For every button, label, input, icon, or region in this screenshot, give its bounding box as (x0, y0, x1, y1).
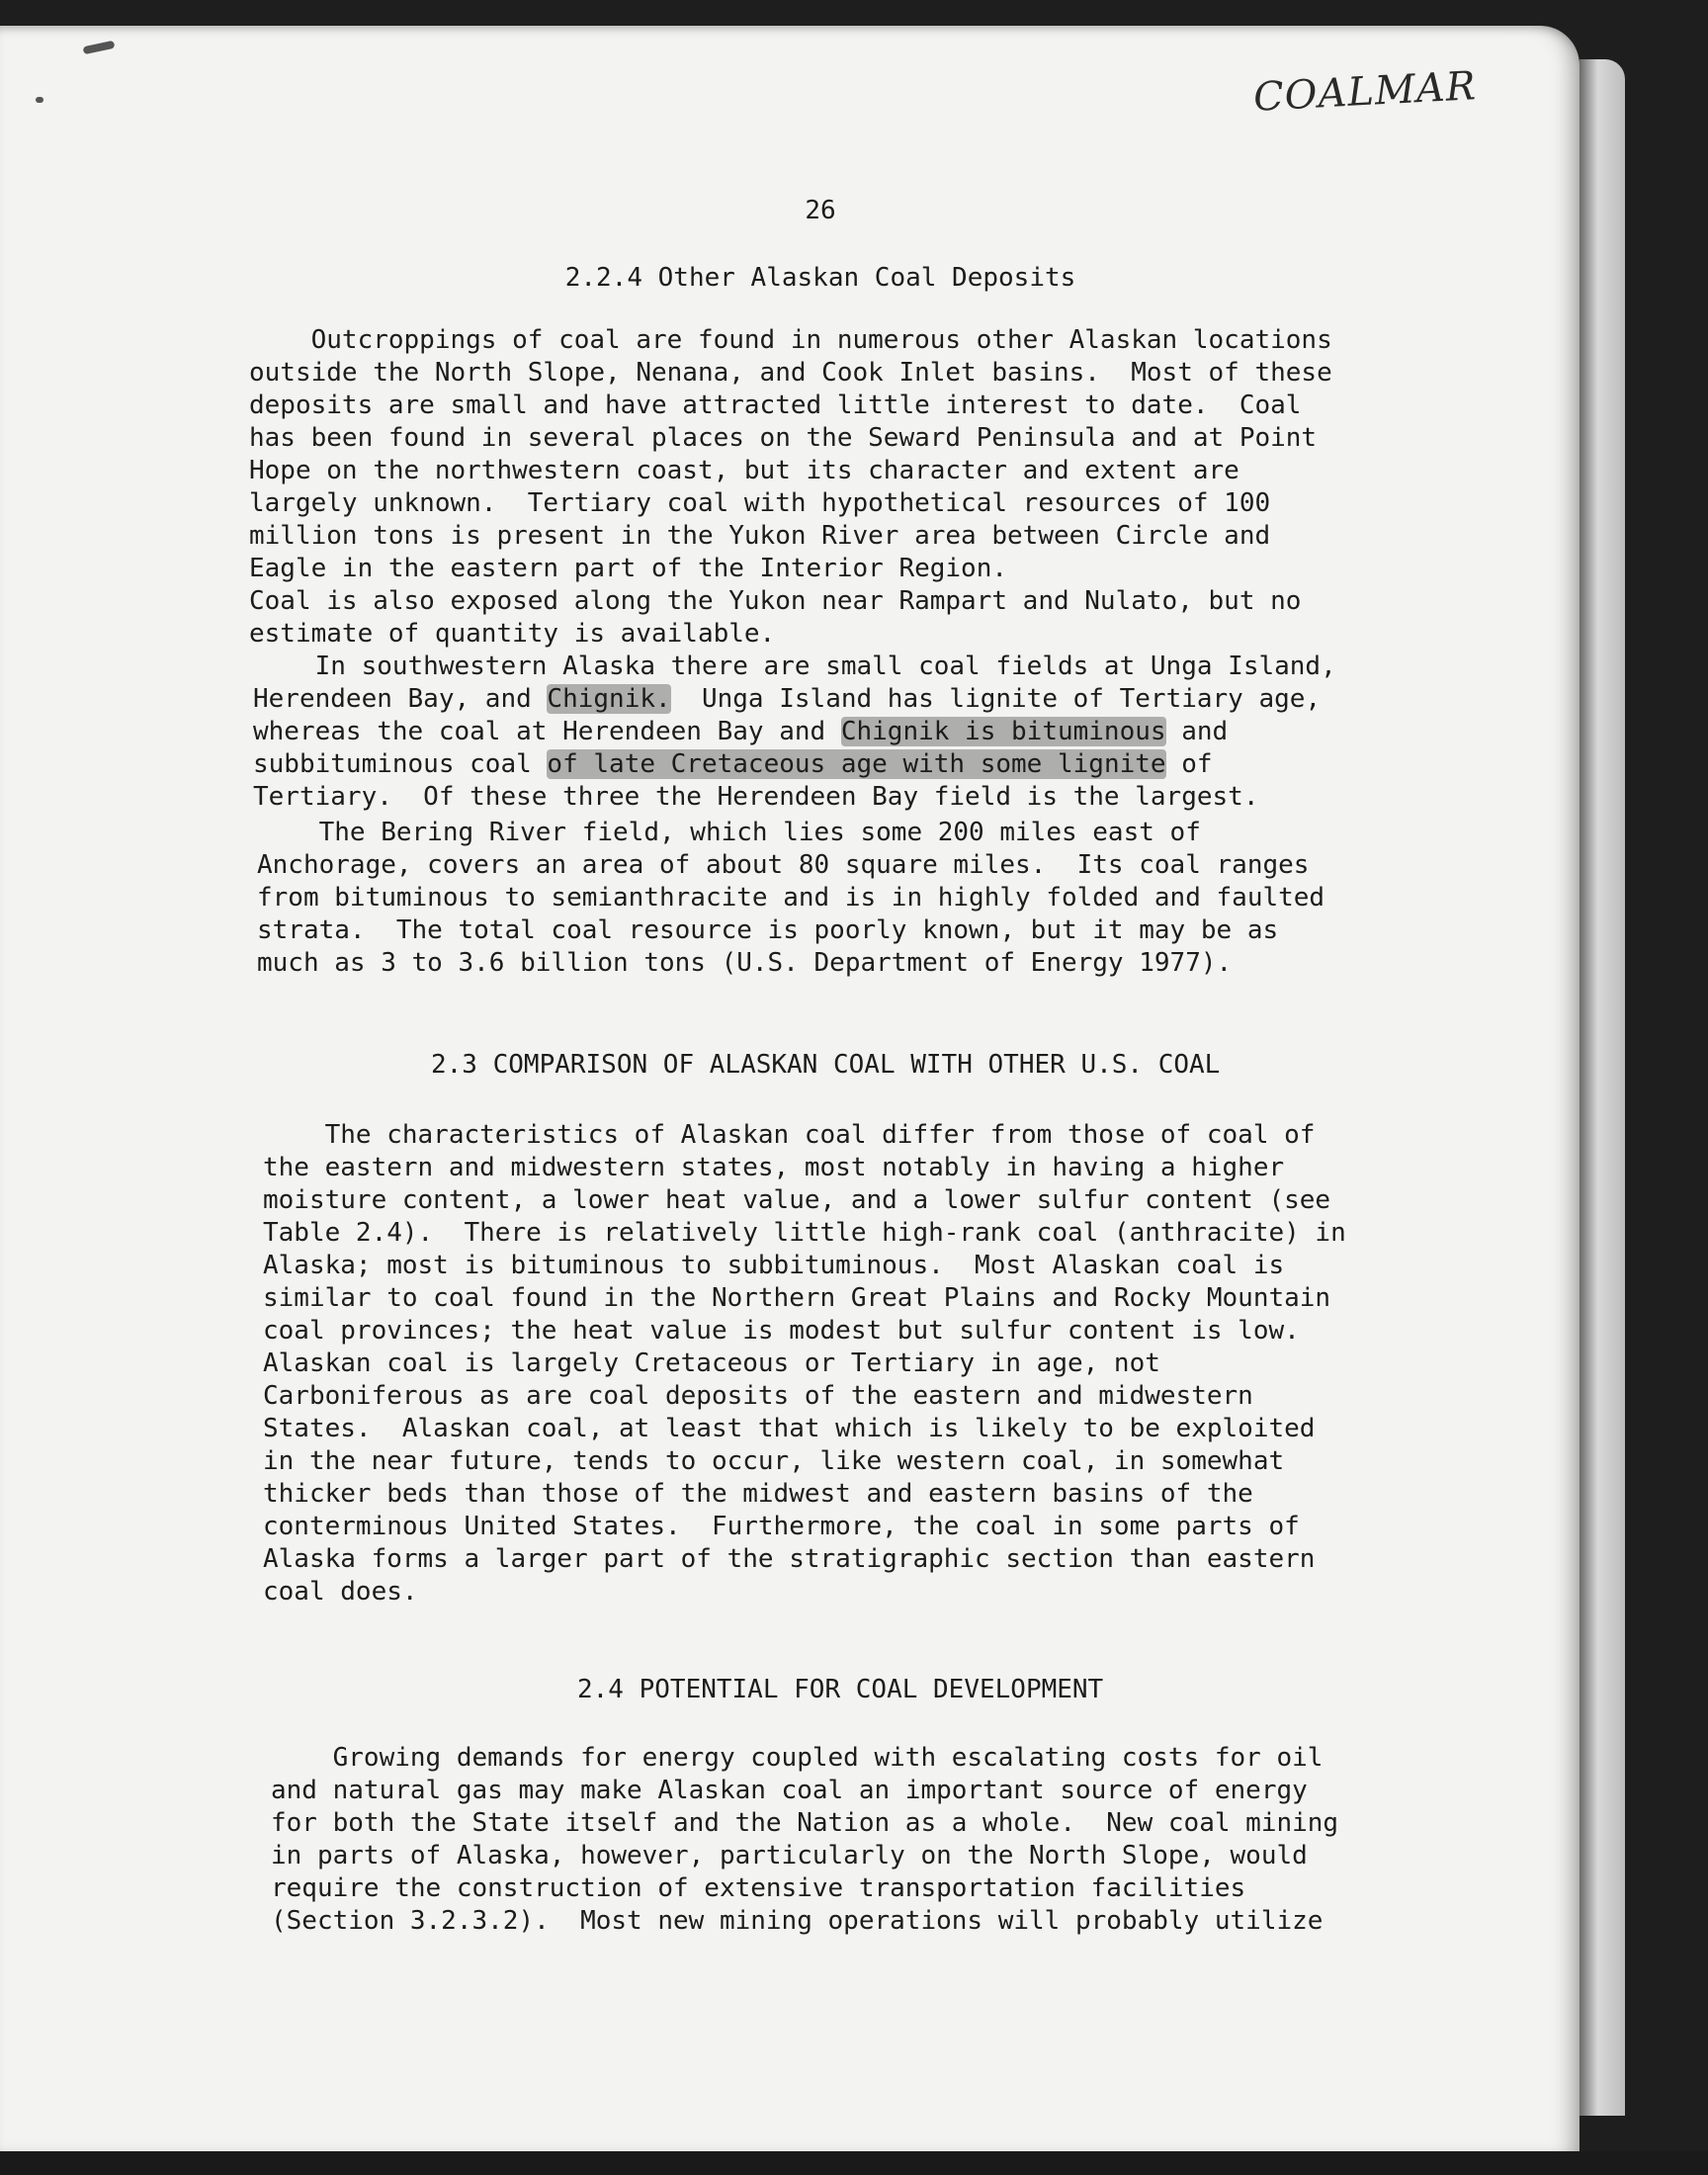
text-line: for both the State itself and the Nation as a whole. New coal mining (271, 1808, 1339, 1838)
text-line: Hope on the northwestern coast, but its character and extent are (249, 456, 1239, 485)
text-line: Eagle in the eastern part of the Interior Region. (249, 554, 1008, 583)
text-line: Table 2.4). There is relatively little high-rank coal (anthracite) in (263, 1218, 1346, 1248)
scanner-bottom-edge (0, 2151, 1708, 2175)
text-line: in parts of Alaska, however, particularly on the North Slope, would (271, 1841, 1308, 1870)
text-line: thicker beds than those of the midwest and eastern basins of the (263, 1479, 1253, 1509)
text-line: strata. The total coal resource is poorly known, but it may be as (257, 915, 1279, 945)
text-line (253, 683, 1336, 716)
text-line: conterminous United States. Furthermore, the coal in some parts of (263, 1512, 1300, 1541)
highlighted-text: Chignik is bituminous (840, 717, 1166, 746)
text-segment: and (1165, 717, 1229, 746)
text-line: coal does. (263, 1577, 418, 1607)
text-line: similar to coal found in the Northern Great Plains and Rocky Mountain (263, 1283, 1331, 1313)
text-line: (Section 3.2.3.2). Most new mining operations will probably utilize (271, 1906, 1324, 1936)
section-heading-2-2-4: 2.2.4 Other Alaskan Coal Deposits (564, 263, 1076, 293)
text-line: million tons is present in the Yukon River area between Circle and (249, 521, 1271, 551)
text-line: require the construction of extensive transportation facilities (271, 1873, 1246, 1903)
text-line (253, 748, 1336, 781)
text-segment: whereas the coal at Herendeen Bay and (253, 717, 841, 746)
ink-smudge (36, 97, 43, 103)
text-line: the eastern and midwestern states, most notably in having a higher (263, 1153, 1285, 1182)
section-heading-2-3: 2.3 COMPARISON OF ALASKAN COAL WITH OTHER U.S. COAL (431, 1050, 1221, 1080)
highlighted-text: of late Cretaceous age with some lignite (547, 749, 1166, 779)
text-line: Alaskan coal is largely Cretaceous or Tertiary in age, not (263, 1348, 1160, 1378)
text-line: largely unknown. Tertiary coal with hypothetical resources of 100 (249, 488, 1271, 518)
text-line: has been found in several places on the Seward Peninsula and at Point (249, 423, 1318, 453)
text-line: Growing demands for energy coupled with escalating costs for oil (271, 1743, 1324, 1773)
text-line (253, 716, 1336, 748)
text-line: estimate of quantity is available. (249, 619, 776, 649)
text-line: deposits are small and have attracted little interest to date. Coal (249, 391, 1302, 420)
text-segment: of (1165, 749, 1213, 779)
text-line: Carboniferous as are coal deposits of the eastern and midwestern (263, 1381, 1253, 1411)
text-line: from bituminous to semianthracite and is in highly folded and faulted (257, 883, 1325, 913)
text-segment: Unga Island has lignite of Tertiary age, (670, 684, 1322, 714)
text-line: and natural gas may make Alaskan coal an important source of energy (271, 1776, 1308, 1805)
text-line: Tertiary. Of these three the Herendeen Bay field is the largest. (253, 782, 1259, 812)
page-number: 26 (805, 196, 836, 225)
text-line: outside the North Slope, Nenana, and Cook Inlet basins. Most of these (249, 358, 1332, 388)
text-segment: subbituminous coal (253, 749, 548, 779)
text-segment: Herendeen Bay, and (253, 684, 548, 714)
text-line: in the near future, tends to occur, like western coal, in somewhat (263, 1446, 1285, 1476)
text-line: Outcroppings of coal are found in numerous other Alaskan locations (249, 325, 1332, 355)
text-line: Alaska forms a larger part of the stratigraphic section than eastern (263, 1544, 1316, 1574)
text-line: The characteristics of Alaskan coal differ from those of coal of (263, 1120, 1316, 1150)
text-line: The Bering River field, which lies some 200 miles east of (257, 818, 1201, 847)
text-line: States. Alaskan coal, at least that which is likely to be exploited (263, 1414, 1316, 1443)
page-curl-edge (1580, 59, 1625, 2116)
paragraph-potential (271, 1742, 1338, 1938)
text-line: Coal is also exposed along the Yukon near Rampart and Nulato, but no (249, 586, 1302, 616)
paragraph-other-deposits (249, 324, 1332, 651)
text-line: much as 3 to 3.6 billion tons (U.S. Department of Energy 1977). (257, 948, 1233, 978)
text-line: coal provinces; the heat value is modest but sulfur content is low. (263, 1316, 1300, 1346)
highlighted-text: Chignik. (547, 684, 671, 714)
text-line: In southwestern Alaska there are small coal fields at Unga Island, (253, 652, 1336, 681)
paragraph-bering-river (257, 817, 1324, 980)
paragraph-southwestern-alaska (253, 651, 1336, 814)
handwritten-margin-note: COALMAR (1251, 63, 1478, 121)
text-line: Alaska; most is bituminous to subbituminous. Most Alaskan coal is (263, 1251, 1285, 1280)
paragraph-comparison (263, 1119, 1346, 1609)
section-heading-2-4: 2.4 POTENTIAL FOR COAL DEVELOPMENT (577, 1675, 1104, 1704)
text-line: Anchorage, covers an area of about 80 square miles. Its coal ranges (257, 850, 1310, 880)
text-line: moisture content, a lower heat value, and a lower sulfur content (see (263, 1185, 1331, 1215)
